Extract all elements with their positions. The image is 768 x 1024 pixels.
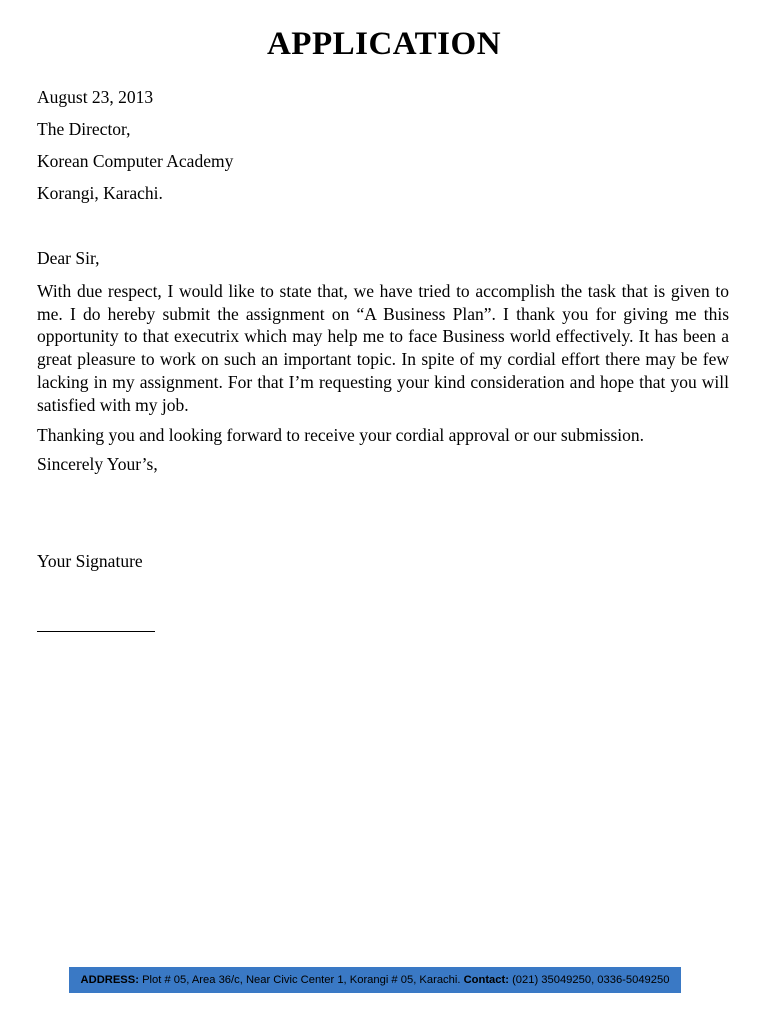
recipient-organization: Korean Computer Academy xyxy=(37,151,234,171)
recipient-title: The Director, xyxy=(37,119,131,139)
recipient-location: Korangi, Karachi. xyxy=(37,183,163,203)
letter-date: August 23, 2013 xyxy=(37,87,154,107)
footer-contact-label: Contact: xyxy=(463,974,509,986)
signature-label: Your Signature xyxy=(37,551,143,571)
signature-line xyxy=(37,631,155,632)
footer-contact: (021) 35049250, 0336-5049250 xyxy=(512,974,670,986)
footer-address: Plot # 05, Area 36/c, Near Civic Center 1, Korangi # 05, Karachi. xyxy=(142,974,461,986)
page-title: APPLICATION xyxy=(266,26,502,62)
closing: Sincerely Your’s, xyxy=(37,454,158,474)
footer-bar xyxy=(69,967,681,993)
salutation: Dear Sir, xyxy=(37,248,100,268)
letter-body: With due respect, I would like to state that, we have tried to accomplish the task that is given to me. I do hereby submit the assignment on “A Business Plan”. I thank you for giving me this opportunity to that executrix which may help me to face Business world effectively. It has been a great pleasure to work on such an important topic. In spite of my cordial effort there may be few lacking in my assignment. For that I’m requesting your kind consideration and hope that you will satisfied with my job. xyxy=(37,281,729,415)
footer-address-label: ADDRESS: xyxy=(80,974,139,986)
thanks-line: Thanking you and looking forward to receive your cordial approval or our submission. xyxy=(37,425,645,445)
